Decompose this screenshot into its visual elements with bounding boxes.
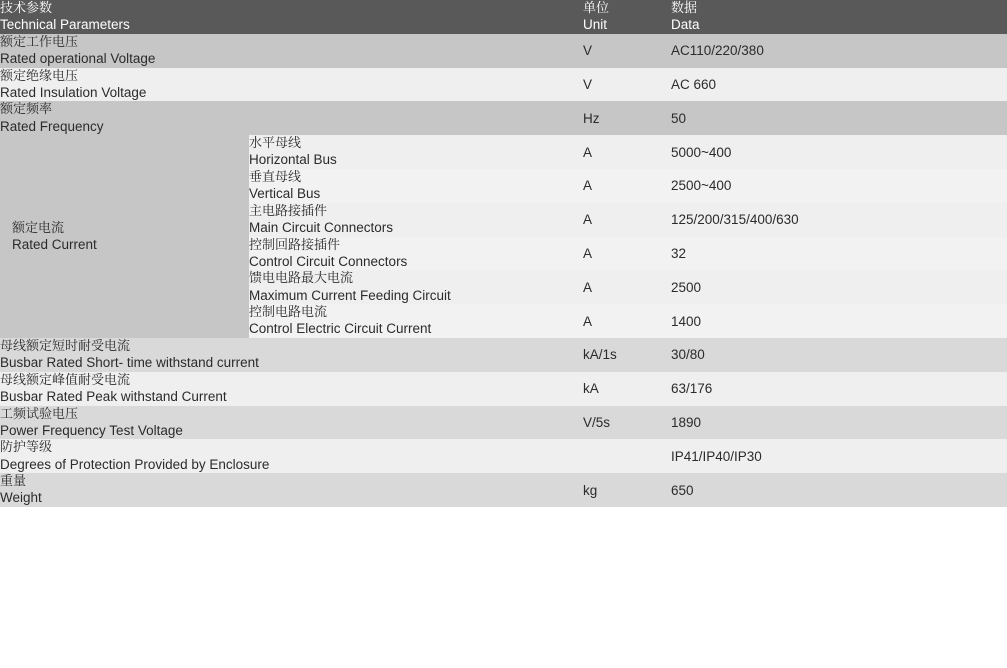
row-label-cn: 额定电流 (12, 219, 65, 235)
row-data: IP41/IP40/IP30 (671, 439, 1007, 473)
row-label-cn: 额定工作电压 (0, 33, 79, 49)
row-label-cn: 工频试验电压 (0, 405, 79, 421)
table-row (0, 135, 1007, 169)
subrow-label-cn: 主电路接插件 (249, 202, 328, 218)
subrow-label-en: Control Electric Circuit Current (249, 321, 432, 337)
subrow-label-horizontal-bus (249, 135, 583, 169)
header-cell-parameters (0, 0, 583, 34)
table-row (0, 473, 1007, 507)
row-unit: V (583, 34, 671, 68)
row-data: AC 660 (671, 68, 1007, 102)
table-row (0, 406, 1007, 440)
row-label-en: Rated Insulation Voltage (0, 84, 147, 100)
row-label-en: Degrees of Protection Provided by Enclosure (0, 456, 270, 472)
row-data: 30/80 (671, 338, 1007, 372)
table-row (0, 338, 1007, 372)
row-label-busbar-rated-peak-withstand-current (0, 372, 583, 406)
row-label-cn: 防护等级 (0, 439, 53, 455)
subrow-label-main-circuit-connectors (249, 203, 583, 237)
table-row (0, 372, 1007, 406)
subrow-label-cn: 水平母线 (249, 135, 302, 151)
row-unit: V (583, 68, 671, 102)
subrow-unit: A (583, 169, 671, 203)
row-data: 1890 (671, 406, 1007, 440)
subrow-data: 1400 (671, 304, 1007, 338)
row-label-degrees-of-protection (0, 439, 583, 473)
row-label-rated-current (0, 135, 249, 338)
subrow-unit: A (583, 135, 671, 169)
row-unit (583, 439, 671, 473)
row-label-en: Rated Current (12, 236, 97, 252)
subrow-data: 125/200/315/400/630 (671, 203, 1007, 237)
row-label-rated-insulation-voltage (0, 68, 583, 102)
row-label-en: Busbar Rated Peak withstand Current (0, 389, 227, 405)
row-unit: kg (583, 473, 671, 507)
row-unit: kA/1s (583, 338, 671, 372)
header-parameters-en: Technical Parameters (0, 17, 130, 33)
subrow-label-cn: 控制回路接插件 (249, 236, 341, 252)
table-row (0, 68, 1007, 102)
header-cell-data (671, 0, 1007, 34)
row-label-en: Power Frequency Test Voltage (0, 422, 183, 438)
subrow-label-control-circuit-connectors (249, 237, 583, 271)
subrow-label-vertical-bus (249, 169, 583, 203)
subrow-label-control-electric-circuit-current (249, 304, 583, 338)
subrow-label-cn: 馈电电路最大电流 (249, 270, 354, 286)
header-data-en: Data (671, 17, 700, 33)
row-label-en: Weight (0, 490, 42, 506)
row-label-power-frequency-test-voltage (0, 406, 583, 440)
table-row (0, 101, 1007, 135)
table-header (0, 0, 1007, 34)
header-data-cn: 数据 (671, 0, 698, 15)
row-label-rated-frequency (0, 101, 583, 135)
table-header-row (0, 0, 1007, 34)
row-data: 63/176 (671, 372, 1007, 406)
row-data: 50 (671, 101, 1007, 135)
header-cell-unit (583, 0, 671, 34)
subrow-unit: A (583, 203, 671, 237)
row-label-cn: 母线额定短时耐受电流 (0, 337, 131, 353)
subrow-label-en: Maximum Current Feeding Circuit (249, 287, 451, 303)
subrow-label-en: Vertical Bus (249, 186, 321, 202)
row-label-en: Rated operational Voltage (0, 51, 156, 67)
subrow-label-en: Main Circuit Connectors (249, 220, 394, 236)
subrow-label-maximum-current-feeding-circuit (249, 270, 583, 304)
header-parameters-cn: 技术参数 (0, 0, 53, 15)
table-row (0, 34, 1007, 68)
row-label-en: Busbar Rated Short- time withstand current (0, 355, 259, 371)
row-label-busbar-rated-short-time-withstand-current (0, 338, 583, 372)
subrow-label-en: Control Circuit Connectors (249, 253, 408, 269)
header-unit-cn: 单位 (583, 0, 610, 15)
subrow-data: 2500 (671, 270, 1007, 304)
subrow-label-en: Horizontal Bus (249, 152, 337, 168)
table-body (0, 34, 1007, 507)
row-label-weight (0, 473, 583, 507)
row-label-cn: 额定频率 (0, 101, 53, 117)
row-data: 650 (671, 473, 1007, 507)
table-row (0, 439, 1007, 473)
row-label-cn: 母线额定峰值耐受电流 (0, 371, 131, 387)
row-unit: V/5s (583, 406, 671, 440)
row-unit: kA (583, 372, 671, 406)
subrow-label-cn: 控制电路电流 (249, 304, 328, 320)
subrow-unit: A (583, 304, 671, 338)
row-data: AC110/220/380 (671, 34, 1007, 68)
subrow-data: 2500~400 (671, 169, 1007, 203)
row-label-cn: 额定绝缘电压 (0, 67, 79, 83)
subrow-data: 32 (671, 237, 1007, 271)
row-label-en: Rated Frequency (0, 118, 104, 134)
row-label-cn: 重量 (0, 473, 27, 489)
row-label-rated-operational-voltage (0, 34, 583, 68)
subrow-data: 5000~400 (671, 135, 1007, 169)
header-unit-en: Unit (583, 17, 608, 33)
subrow-unit: A (583, 270, 671, 304)
subrow-label-cn: 垂直母线 (249, 168, 302, 184)
subrow-unit: A (583, 237, 671, 271)
row-unit: Hz (583, 101, 671, 135)
